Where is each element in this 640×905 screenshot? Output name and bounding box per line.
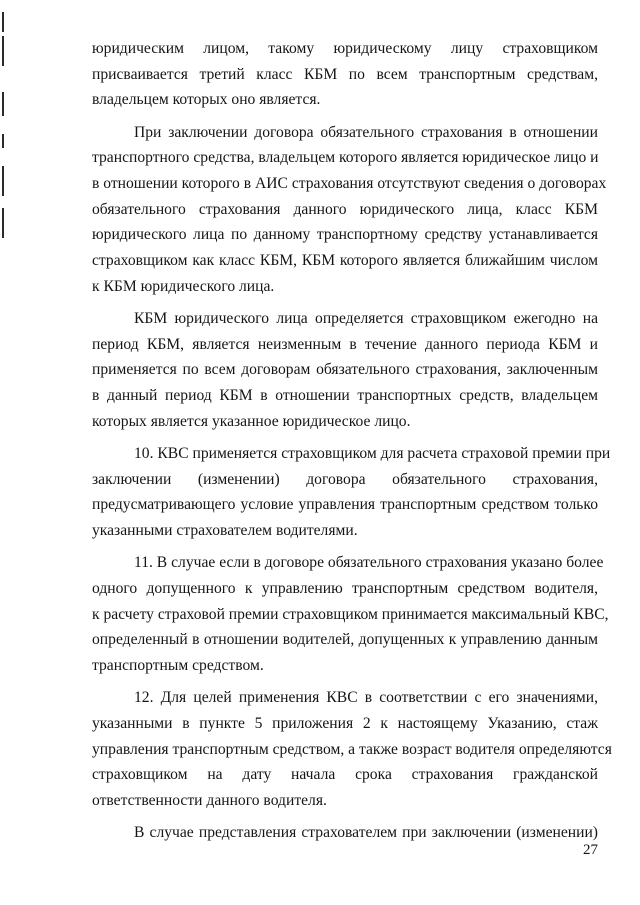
text-line: В случае представления страхователем при заключении (изменении) <box>134 824 598 842</box>
paragraph <box>92 820 598 846</box>
text-line: управления транспортным средством, а также возраст водителя определяются <box>92 740 612 758</box>
text-line: При заключении договора обязательного страхования в отношении <box>134 123 598 141</box>
paragraph <box>92 306 598 435</box>
scan-mark <box>2 134 4 148</box>
paragraph <box>92 550 609 679</box>
page-number: 27 <box>583 842 598 858</box>
text-line: 12. Для целей применения КВС в соответствии с его значениями, <box>134 689 598 707</box>
scan-mark <box>2 208 4 238</box>
text-line: период КБМ, является неизменным в течение данного периода КБМ и <box>92 335 598 353</box>
text-line: транспортного средства, владельцем которого является юридическое лицо и <box>92 149 599 167</box>
paragraph <box>92 36 598 113</box>
text-line: владельцем которых оно является. <box>92 91 321 109</box>
text-line: транспортным средством. <box>92 657 264 675</box>
scan-mark <box>2 166 4 196</box>
text-line: 10. КВС применяется страховщиком для расчета страховой премии при <box>134 445 611 463</box>
text-line: в данный период КБМ в отношении транспортных средств, владельцем <box>92 387 598 405</box>
text-line: которых является указанное юридическое лицо. <box>92 412 411 430</box>
scan-mark <box>2 12 4 32</box>
text-line: указанными страхователем водителями. <box>92 522 358 540</box>
text-line: обязательного страхования данного юридического лица, класс КБМ <box>92 200 598 218</box>
text-line: к расчету страховой премии страховщиком принимается максимальный КВС, <box>92 605 609 623</box>
paragraph <box>92 441 611 544</box>
text-line: определенный в отношении водителей, допущенных к управлению данным <box>92 631 598 649</box>
text-line: 11. В случае если в договоре обязательного страхования указано более <box>134 554 604 572</box>
text-line: юридического лица по данному транспортному средству устанавливается <box>92 226 598 244</box>
text-line: указанными в пункте 5 приложения 2 к настоящему Указанию, стаж <box>92 715 598 733</box>
text-line: присваивается третий класс КБМ по всем транспортным средствам, <box>92 65 598 83</box>
text-line: предусматривающего условие управления транспортным средством только <box>92 496 598 514</box>
text-line: страховщиком на дату начала срока страхования гражданской <box>92 766 598 784</box>
scan-mark <box>2 36 4 66</box>
text-line: к КБМ юридического лица. <box>92 277 275 295</box>
text-line: в отношении которого в АИС страхования отсутствуют сведения о договорах <box>92 175 607 193</box>
text-line: юридическим лицом, такому юридическому лицу страховщиком <box>92 40 598 57</box>
paragraph <box>92 685 612 814</box>
paragraph <box>92 120 607 300</box>
scan-mark <box>2 92 4 116</box>
text-line: заключении (изменении) договора обязательного страхования, <box>92 470 598 488</box>
text-line: одного допущенного к управлению транспортным средством водителя, <box>92 580 598 598</box>
text-line: страховщиком как класс КБМ, КБМ которого является ближайшим числом <box>92 252 598 270</box>
document-body <box>92 36 612 853</box>
text-line: ответственности данного водителя. <box>92 792 327 810</box>
text-line: применяется по всем договорам обязательного страхования, заключенным <box>92 361 598 379</box>
text-line: КБМ юридического лица определяется страховщиком ежегодно на <box>134 310 598 328</box>
